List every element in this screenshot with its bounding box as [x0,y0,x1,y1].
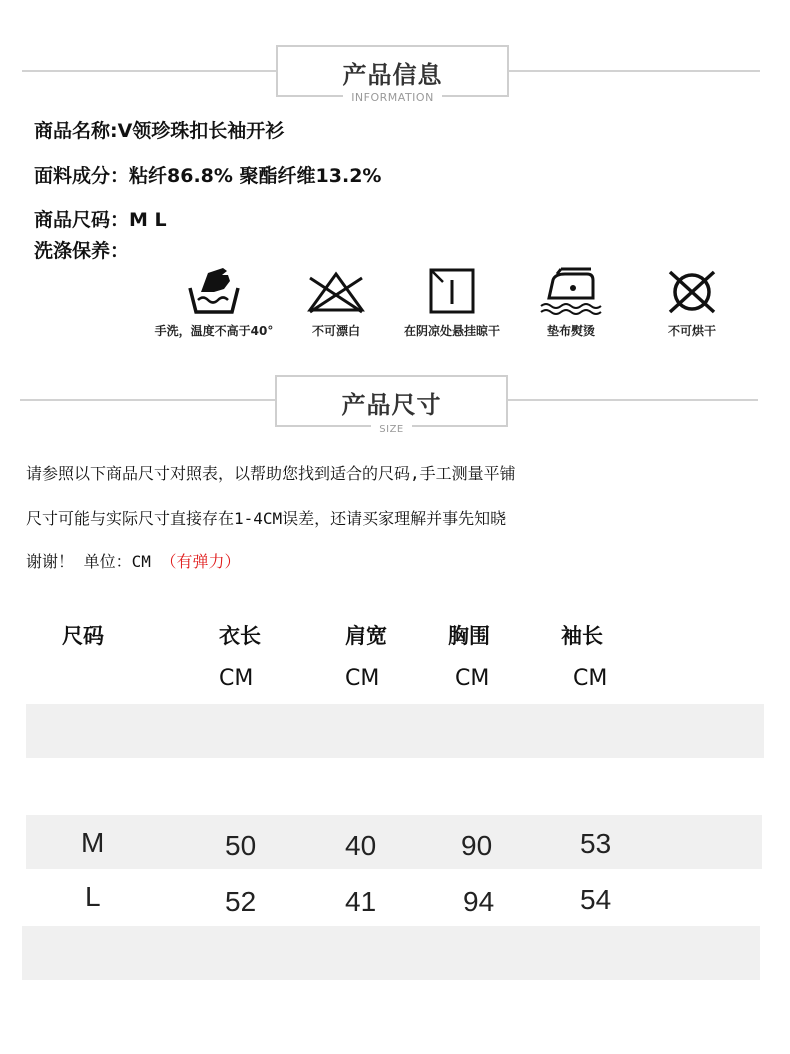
table-band [26,704,764,758]
product-info-title: 产品信息 [342,61,443,89]
product-info-title-box [276,45,509,104]
row-size: M [81,827,105,858]
do-not-bleach-icon [304,266,368,316]
hand-wash-icon [184,266,244,316]
measure-note-line2: 尺寸可能与实际尺寸直接存在1-4CM误差，还请买家理解并事先知晓 [26,509,507,528]
care-heading: 洗涤保养： [34,240,130,262]
section-divider-right [507,70,760,72]
measure-note-line1: 请参照以下商品尺寸对照表，以帮助您找到适合的尺码,手工测量平铺 [26,464,516,483]
header-shoulder: 肩宽 [345,624,387,648]
care-label-iron: 垫布熨烫 [546,324,595,338]
row-chest: 90 [461,830,493,861]
measure-note-line3 [26,549,241,572]
header-chest: 胸围 [448,624,490,648]
product-fabric: 面料成分：粘纤86.8% 聚酯纤维13.2% [34,165,382,187]
table-band [26,815,762,869]
row-length: 50 [225,830,257,861]
size-title: 产品尺寸 [341,391,442,419]
size-divider-right [505,399,758,401]
unit-shoulder: CM [345,666,380,691]
care-label-no-tumble-dry: 不可烘干 [667,324,716,338]
product-sizes: 商品尺码：M L [34,209,167,231]
care-label-line-dry: 在阴凉处悬挂晾干 [403,324,500,338]
row-chest: 94 [463,886,495,917]
header-sleeve: 袖长 [561,624,603,648]
line-dry-shade-icon [425,266,479,316]
header-size: 尺码 [62,624,104,648]
section-divider-left [22,70,278,72]
product-info-subtitle: INFORMATION [343,91,442,104]
unit-chest: CM [455,666,490,691]
size-subtitle: SIZE [371,424,411,435]
row-sleeve: 53 [580,828,612,859]
product-name: 商品名称:V领珍珠扣长袖开衫 [34,120,285,142]
row-shoulder: 40 [345,830,377,861]
row-shoulder: 41 [345,886,377,917]
care-item-no-tumble-dry [617,266,767,339]
size-divider-left [20,399,276,401]
unit-note: 谢谢！ 单位：CM [26,552,161,571]
size-title-box [275,375,508,435]
row-size: L [85,881,101,912]
care-label-hand-wash: 手洗，温度不高于40° [154,324,274,338]
table-band [22,926,760,980]
unit-length: CM [219,666,254,691]
do-not-tumble-dry-icon [664,266,720,316]
row-sleeve: 54 [580,884,612,915]
unit-sleeve: CM [573,666,608,691]
header-length: 衣长 [219,624,261,648]
iron-with-cloth-icon [535,266,607,316]
row-length: 52 [225,886,257,917]
care-label-no-bleach: 不可漂白 [311,324,360,338]
elastic-note: （有弹力） [160,552,241,571]
